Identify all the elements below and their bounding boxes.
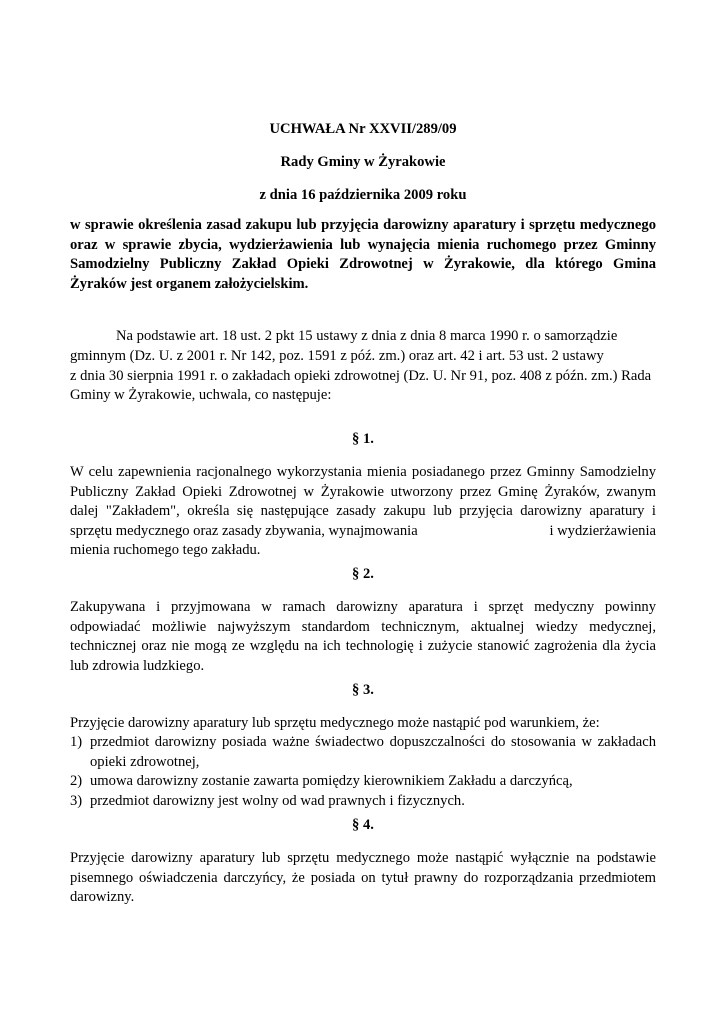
- section-1-text: [70, 463, 656, 561]
- list-number: 3): [70, 792, 83, 809]
- list-line: opieki zdrowotnej,: [90, 753, 200, 770]
- list-line: przedmiot darowizny posiada ważne świadectwo dopuszczalności do stosowania w zakładach: [90, 734, 656, 750]
- text-line: sprzętu medycznego oraz zasady zbywania, wynajmowania: [70, 522, 418, 539]
- section-3-intro: Przyjęcie darowizny aparatury lub sprzętu medycznego może nastąpić pod warunkiem, że:: [70, 715, 600, 731]
- text-line: Publiczny Zakład Opieki Zdrowotnej w Żyrakowie utworzony przez Gminę Żyraków, zwanym: [70, 483, 656, 500]
- preamble-line: Gminy w Żyrakowie, uchwala, co następuje:: [70, 387, 332, 403]
- text-line: darowizny.: [70, 889, 135, 906]
- subject-line: Samodzielny Publiczny Zakład Opieki Zdrowotnej w Żyrakowie, dla którego Gmina: [70, 256, 656, 273]
- resolution-date: z dnia 16 października 2009 roku: [259, 187, 467, 203]
- list-line: umowa darowizny zostanie zawarta pomiędzy kierownikiem Zakładu a darczyńcą,: [90, 773, 573, 790]
- text-line: Zakupywana i przyjmowana w ramach darowizny aparatura i sprzęt medyczny powinny: [70, 599, 656, 615]
- text-line: i wydzierżawienia: [549, 522, 656, 539]
- conditions-list: [70, 733, 656, 811]
- preamble-line: gminnym (Dz. U. z 2001 r. Nr 142, poz. 1591 z póź. zm.) oraz art. 42 i art. 53 ust. 2 ustawy: [70, 348, 604, 364]
- text-line: W celu zapewnienia racjonalnego wykorzystania mienia posiadanego przez Gminny Samodzielny: [70, 464, 656, 480]
- text-line-split: [70, 522, 656, 542]
- resolution-title: UCHWAŁA Nr XXVII/289/09: [269, 121, 457, 137]
- text-line: pisemnego oświadczenia darczyńcy, że posiada on tytuł prawny do rozporządzania przedmiotem: [70, 869, 656, 886]
- text-line: dalej "Zakładem", określa się następujące zasady zakupu lub przyjęcia darowizny aparatury i: [70, 503, 656, 520]
- list-item: [70, 792, 656, 812]
- subject-line: Żyraków jest organem założycielskim.: [70, 275, 309, 292]
- text-line: lub zdrowia ludzkiego.: [70, 657, 205, 674]
- section-heading: § 1.: [352, 431, 374, 447]
- subject-line: oraz w sprawie zbycia, wydzierżawienia lub wynajęcia mienia ruchomego przez Gminny: [70, 236, 656, 253]
- section-heading: § 3.: [352, 682, 374, 698]
- section-heading: § 2.: [352, 566, 374, 582]
- list-number: 1): [70, 734, 83, 750]
- list-number: 2): [70, 773, 83, 790]
- list-item: [70, 772, 656, 792]
- preamble-line: Na podstawie art. 18 ust. 2 pkt 15 ustawy z dnia z dnia 8 marca 1990 r. o samorządzie: [116, 328, 618, 344]
- text-line: Przyjęcie darowizny aparatury lub sprzętu medycznego może nastąpić wyłącznie na podstawie: [70, 850, 656, 866]
- section-heading: § 4.: [352, 817, 374, 833]
- text-line: mienia ruchomego tego zakładu.: [70, 542, 261, 559]
- list-item: [70, 733, 656, 772]
- section-4-text: [70, 849, 656, 908]
- section-2-text: [70, 598, 656, 676]
- text-line: odpowiadać możliwie najwyższym standardom technicznym, aktualnej wiedzy medycznej,: [70, 618, 656, 635]
- text-line: technicznej oraz nie mogą ze względu na ich technologię i zużycie stanowić zagrożenia dla życia: [70, 638, 656, 655]
- council-name: Rady Gminy w Żyrakowie: [280, 154, 446, 170]
- preamble-line: z dnia 30 sierpnia 1991 r. o zakładach opieki zdrowotnej (Dz. U. Nr 91, poz. 408 z późn. zm.) Rada: [70, 368, 652, 384]
- subject-line: w sprawie określenia zasad zakupu lub przyjęcia darowizny aparatury i sprzętu medycznego: [70, 217, 656, 233]
- list-line: przedmiot darowizny jest wolny od wad prawnych i fizycznych.: [90, 792, 465, 809]
- resolution-subject: [70, 216, 656, 294]
